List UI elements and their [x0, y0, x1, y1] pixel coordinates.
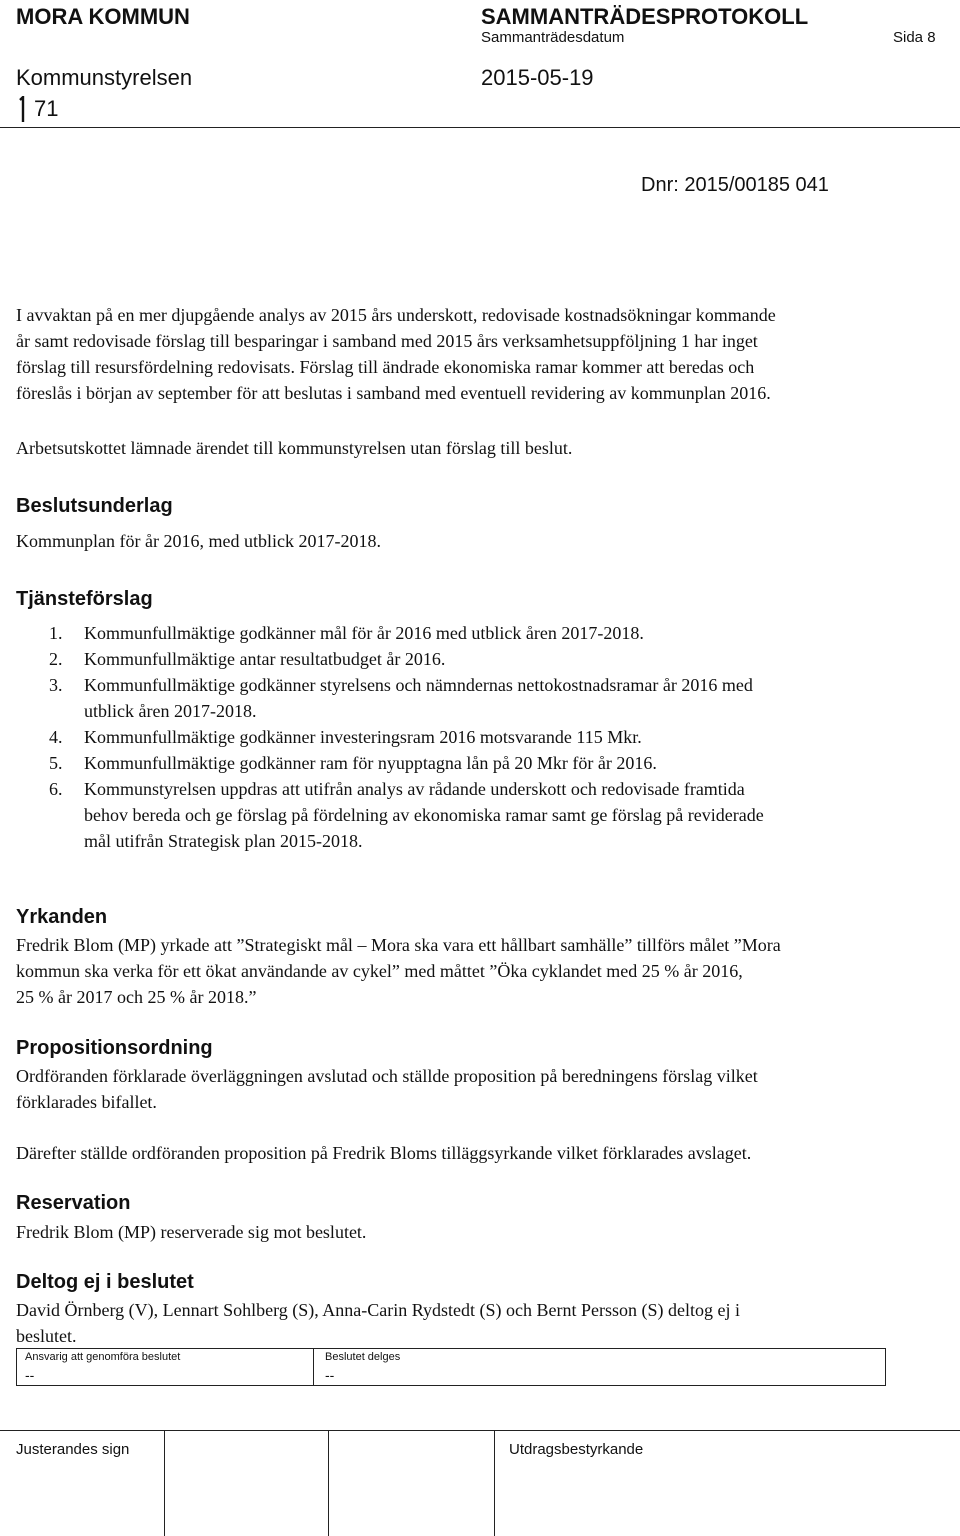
proposal-text: utblick åren 2017-2018.	[84, 701, 257, 721]
deltog-ej-line: David Örnberg (V), Lennart Sohlberg (S), Anna-Carin Rydstedt (S) och Bernt Persson (S) deltog ej i	[16, 1300, 740, 1320]
intro-line: förslag till resursfördelning redovisats. Förslag till ändrade ekonomiska ramar kommer att beredas och	[16, 357, 755, 377]
meeting-date-label: Sammanträdesdatum	[481, 29, 625, 46]
propositionsordning-line: Ordföranden förklarade överläggningen avslutad och ställde proposition på beredningens förslag vilket	[16, 1066, 758, 1086]
responsible-label: Ansvarig att genomföra beslutet	[25, 1351, 181, 1363]
proposal-text: Kommunfullmäktige godkänner ram för nyupptagna lån på 20 Mkr för år 2016.	[84, 753, 657, 773]
deltog-ej-paragraph	[16, 1297, 740, 1349]
signature-cell-divider	[164, 1430, 165, 1536]
proposal-text: mål utifrån Strategisk plan 2015-2018.	[84, 831, 363, 851]
section-heading-beslutsunderlag: Beslutsunderlag	[16, 495, 173, 517]
reservation-text: Fredrik Blom (MP) reserverade sig mot beslutet.	[16, 1222, 367, 1242]
beslutsunderlag-text: Kommunplan för år 2016, med utblick 2017-2018.	[16, 531, 381, 551]
signature-cell-divider	[328, 1430, 329, 1536]
meeting-date: 2015-05-19	[481, 65, 594, 90]
delivered-label: Beslutet delges	[325, 1351, 401, 1363]
page-number: Sida 8	[893, 29, 936, 46]
yrkanden-line: Fredrik Blom (MP) yrkade att ”Strategiskt mål – Mora ska vara ett hållbart samhälle” tillförs målet ”Mora	[16, 935, 781, 955]
signature-footer	[0, 1430, 960, 1536]
yrkanden-line: kommun ska verka för ett ökat användande av cykel” med måttet ”Öka cyklandet med 25 % år 2016,	[16, 961, 743, 981]
intro-paragraph	[16, 302, 776, 406]
footer-divider	[0, 1430, 960, 1431]
propositionsordning-line: förklarades bifallet.	[16, 1092, 157, 1112]
responsible-value: --	[25, 1367, 35, 1383]
section-heading-tjansteforslag: Tjänsteförslag	[16, 588, 153, 610]
proposal-number: 2.	[49, 649, 63, 669]
proposal-number: 4.	[49, 727, 63, 747]
proposal-text: Kommunstyrelsen uppdras att utifrån analys av rådande underskott och redovisade framtida	[84, 779, 745, 799]
header-divider	[0, 127, 960, 128]
proposal-text: Kommunfullmäktige godkänner mål för år 2016 med utblick åren 2017-2018.	[84, 623, 644, 643]
yrkanden-line: 25 % år 2017 och 25 % år 2018.”	[16, 987, 257, 1007]
responsibility-divider	[313, 1349, 314, 1385]
section-heading-yrkanden: Yrkanden	[16, 906, 108, 928]
propositionsordning-paragraph	[16, 1063, 758, 1115]
document-title: SAMMANTRÄDESPROTOKOLL	[481, 4, 809, 29]
yrkanden-paragraph	[16, 932, 781, 1010]
responsibility-box	[16, 1348, 886, 1386]
section-number: 71	[34, 96, 59, 121]
delivered-value: --	[325, 1367, 335, 1383]
organization-name: MORA KOMMUN	[16, 4, 190, 29]
case-number: Dnr: 2015/00185 041	[641, 174, 829, 196]
proposal-number: 1.	[49, 623, 63, 643]
proposal-text: Kommunfullmäktige godkänner styrelsens och nämndernas nettokostnadsramar år 2016 med	[84, 675, 753, 695]
proposal-number: 5.	[49, 753, 63, 773]
intro-line: föreslås i början av september för att beslutas i samband med eventuell revidering av kommunplan 2016.	[16, 383, 771, 403]
deltog-ej-line: beslutet.	[16, 1326, 77, 1346]
section-heading-reservation: Reservation	[16, 1192, 131, 1214]
signature-cell-divider	[494, 1430, 495, 1536]
extract-certification-label: Utdragsbestyrkande	[509, 1441, 644, 1458]
intro-line: år samt redovisade förslag till besparingar i samband med 2015 års verksamhetsuppföljning 1 har inget	[16, 331, 758, 351]
propositionsordning-second: Därefter ställde ordföranden proposition på Fredrik Bloms tilläggsyrkande vilket förklarades avslaget.	[16, 1143, 752, 1163]
proposal-text: behov bereda och ge förslag på fördelning av ekonomiska ramar samt ge förslag på reviderade	[84, 805, 764, 825]
proposal-number: 6.	[49, 779, 63, 799]
section-heading-deltog-ej: Deltog ej i beslutet	[16, 1271, 194, 1293]
section-heading-propositionsordning: Propositionsordning	[16, 1037, 213, 1059]
section-sign-icon	[14, 96, 30, 126]
proposal-text: Kommunfullmäktige antar resultatbudget år 2016.	[84, 649, 446, 669]
intro-line: I avvaktan på en mer djupgående analys av 2015 års underskott, redovisade kostnadsökningar kommande	[16, 305, 776, 325]
committee-name: Kommunstyrelsen	[16, 65, 193, 90]
committee-note: Arbetsutskottet lämnade ärendet till kommunstyrelsen utan förslag till beslut.	[16, 438, 573, 458]
signers-label: Justerandes sign	[16, 1441, 130, 1458]
proposal-text: Kommunfullmäktige godkänner investeringsram 2016 motsvarande 115 Mkr.	[84, 727, 642, 747]
proposal-number: 3.	[49, 675, 63, 695]
